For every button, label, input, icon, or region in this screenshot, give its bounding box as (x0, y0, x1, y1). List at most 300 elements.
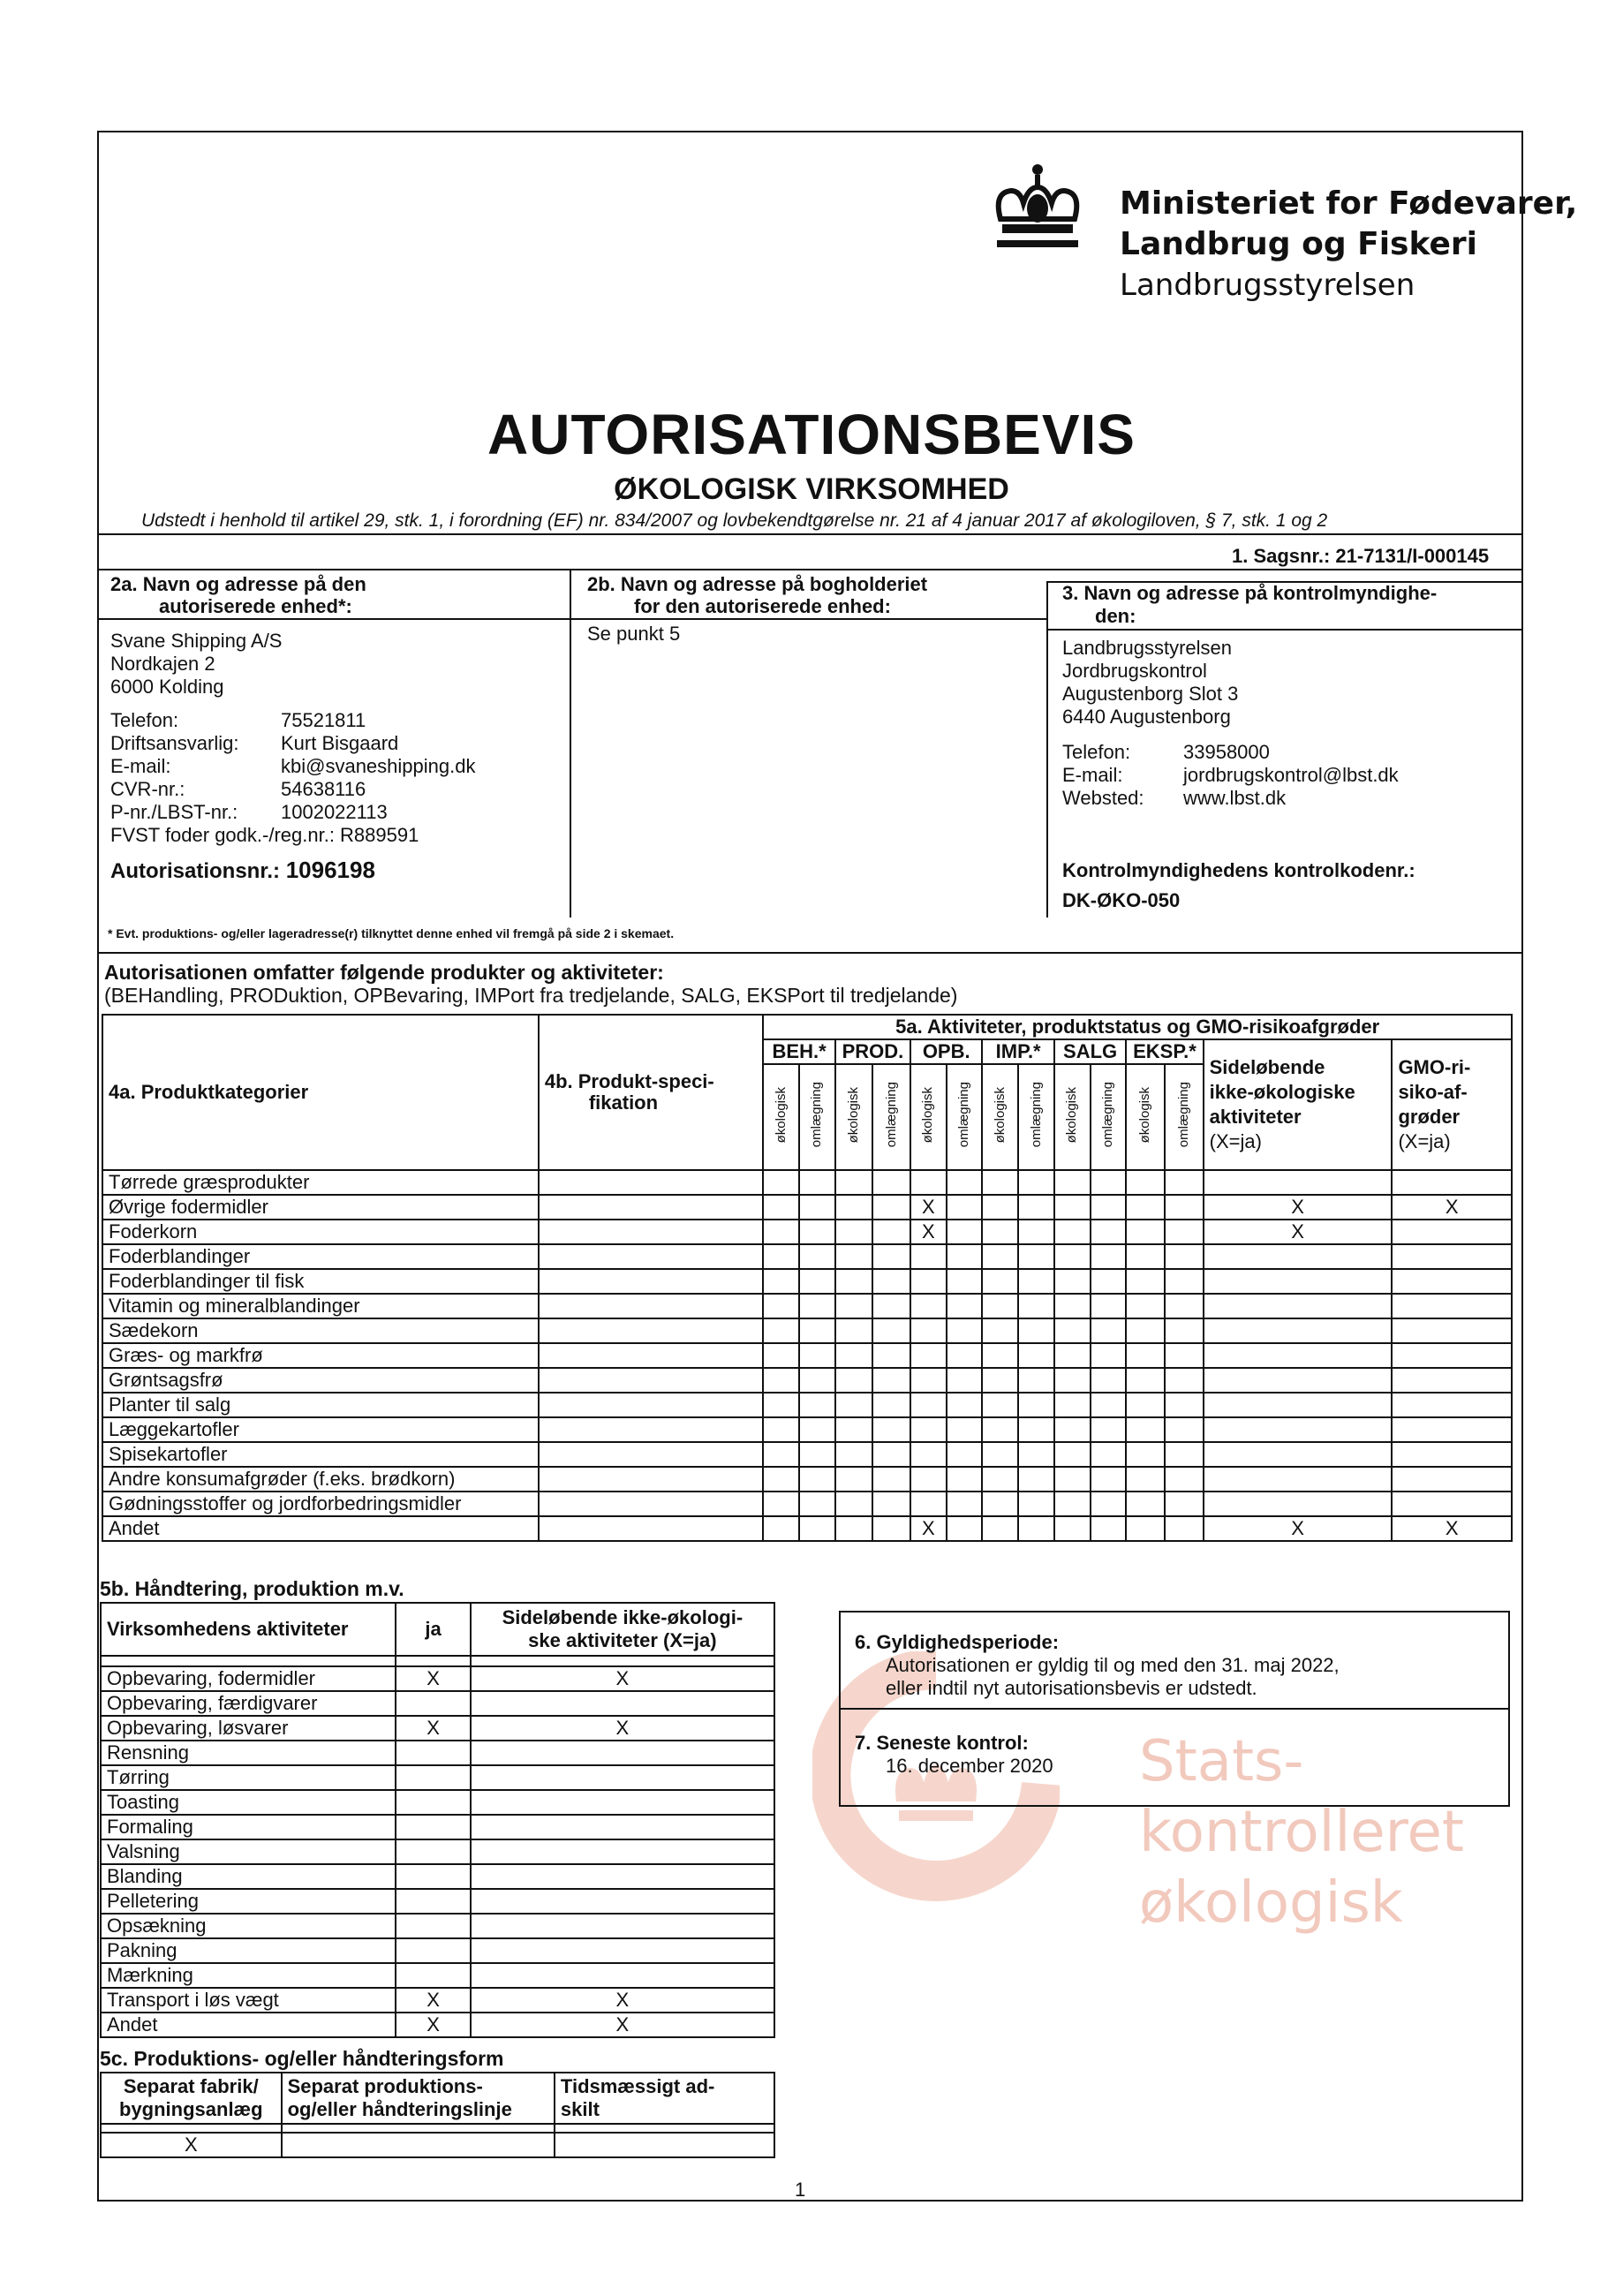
activity-cell (910, 1170, 947, 1195)
activity-label: Pelletering (101, 1889, 396, 1914)
activity-cell (763, 1195, 799, 1220)
activity-cell (1165, 1220, 1204, 1244)
divider (97, 533, 1523, 535)
activity-cell (947, 1244, 983, 1269)
section-5b-heading: 5b. Håndtering, produktion m.v. (100, 1577, 404, 1600)
activity-cell (1126, 1195, 1165, 1220)
activity-cell (1018, 1220, 1054, 1244)
col-gmo-header (1392, 1039, 1512, 1170)
sub-omlaegning-label: omlægning (1099, 1082, 1115, 1148)
activity-cell (1054, 1417, 1091, 1442)
document-title: AUTORISATIONSBEVIS (487, 403, 1136, 466)
activity-cell (910, 1244, 947, 1269)
activity-label: Tørring (101, 1765, 396, 1790)
sub-omlaegning-label: omlægning (883, 1082, 899, 1148)
ministry-name (1120, 184, 1577, 306)
activity-cell (1091, 1195, 1127, 1220)
validity-line2: eller indtil nyt autorisationsbevis er udstedt. (886, 1677, 1257, 1699)
activity-cell (910, 1492, 947, 1516)
activity-cell (1165, 1442, 1204, 1467)
sidelobende-cell: X (471, 2013, 774, 2037)
document-subtitle: ØKOLOGISK VIRKSOMHED (614, 472, 1009, 506)
activity-cell (835, 1244, 873, 1269)
table-row (101, 1889, 774, 1914)
activity-label: Opbevaring, fodermidler (101, 1666, 396, 1691)
activity-cell (1054, 1195, 1091, 1220)
sub-okologisk-label: økologisk (920, 1086, 936, 1144)
authority-phone-label: Telefon: (1062, 741, 1131, 763)
autorisation-label: Autorisationsnr.: (110, 859, 281, 883)
group-opb: OPB. (910, 1039, 982, 1064)
ja-cell: X (396, 2013, 470, 2037)
activity-cell: X (910, 1195, 947, 1220)
activity-cell (872, 1516, 910, 1541)
product-category: Foderblandinger til fisk (102, 1269, 539, 1294)
gmo-cell (1392, 1244, 1512, 1269)
gmo-cell (1392, 1269, 1512, 1294)
activity-cell (763, 1442, 799, 1467)
table-row (101, 2013, 774, 2037)
activity-cell (1126, 1492, 1165, 1516)
activity-cell (982, 1343, 1018, 1368)
table-row (102, 1244, 1512, 1269)
sidelobende-cell: X (471, 1988, 774, 2013)
sagsnr-label: 1. Sagsnr.: (1232, 545, 1331, 567)
activity-cell (1018, 1343, 1054, 1368)
footnote: * Evt. produktions- og/eller lageradresse(r) tilknyttet denne enhed vil fremgå på side 2 i skemaet. (108, 926, 675, 940)
table-row (102, 1343, 1512, 1368)
activity-cell (872, 1170, 910, 1195)
col-gmo-line2: siko-af- (1398, 1081, 1468, 1103)
table-row (102, 1195, 1512, 1220)
table-row (102, 1417, 1512, 1442)
section-2b-heading1: 2b. Navn og adresse på bogholderiet (587, 573, 928, 595)
table-row (101, 1765, 774, 1790)
col-aktiviteter-header: Virksomhedens aktiviteter (101, 1603, 396, 1656)
col-5a-header: 5a. Aktiviteter, produktstatus og GMO-risikoafgrøder (763, 1015, 1512, 1039)
activity-label: Toasting (101, 1790, 396, 1815)
activity-cell (835, 1368, 873, 1393)
company-street: Nordkajen 2 (110, 653, 215, 675)
product-category: Øvrige fodermidler (102, 1195, 539, 1220)
group-prod: PROD. (835, 1039, 910, 1064)
activity-cell (799, 1195, 835, 1220)
activity-cell (1165, 1244, 1204, 1269)
sub-okologisk-label: økologisk (846, 1086, 862, 1144)
sidelobende-cell (1204, 1417, 1393, 1442)
sidelobende-cell (1204, 1393, 1393, 1417)
activity-cell (1091, 1294, 1127, 1318)
product-spec (539, 1195, 764, 1220)
product-category: Foderblandinger (102, 1244, 539, 1269)
activity-cell (872, 1442, 910, 1467)
product-spec (539, 1368, 764, 1393)
sidelobende-cell (471, 1741, 774, 1765)
page-number: 1 (795, 2179, 806, 2201)
activity-cell (1091, 1170, 1127, 1195)
sub-okologisk (1054, 1064, 1091, 1170)
sidelobende-cell: X (471, 1666, 774, 1691)
kontrolkode-label: Kontrolmyndighedens kontrolkodenr.: (1062, 859, 1415, 881)
activity-cell (835, 1393, 873, 1417)
activity-cell (910, 1417, 947, 1442)
activity-cell (1165, 1318, 1204, 1343)
activity-cell (799, 1417, 835, 1442)
activity-cell (1018, 1368, 1054, 1393)
sub-okologisk (910, 1064, 947, 1170)
sub-omlaegning-label: omlægning (809, 1082, 825, 1148)
authority-email-label: E-mail: (1062, 764, 1123, 786)
activity-label: Opsækning (101, 1914, 396, 1938)
gmo-cell (1392, 1492, 1512, 1516)
product-table (102, 1014, 1513, 1542)
group-beh: BEH.* (763, 1039, 834, 1064)
sidelobende-cell (1204, 1294, 1393, 1318)
product-spec (539, 1417, 764, 1442)
col-side-line4: (X=ja) (1209, 1130, 1262, 1152)
product-spec (539, 1393, 764, 1417)
activity-cell: X (910, 1220, 947, 1244)
table-row (101, 1914, 774, 1938)
activity-cell (872, 1318, 910, 1343)
pnr-value: 1002022113 (281, 801, 388, 823)
crown-logo-icon (985, 157, 1091, 263)
gmo-cell (1392, 1294, 1512, 1318)
activity-cell (982, 1442, 1018, 1467)
autorisation-number (110, 858, 375, 883)
product-spec (539, 1244, 764, 1269)
col-separat-linje (282, 2073, 555, 2124)
activity-cell (835, 1170, 873, 1195)
section-2a-heading2: autoriserede enhed*: (159, 595, 352, 617)
activity-cell (835, 1220, 873, 1244)
ja-cell (396, 1741, 470, 1765)
activity-cell (910, 1294, 947, 1318)
activity-cell (982, 1195, 1018, 1220)
activity-cell (947, 1343, 983, 1368)
pnr-label: P-nr./LBST-nr.: (110, 801, 238, 823)
product-category: Tørrede græsprodukter (102, 1170, 539, 1195)
activity-cell (1091, 1442, 1127, 1467)
activity-cell (799, 1393, 835, 1417)
sidelobende-cell (471, 1864, 774, 1889)
product-category: Grøntsagsfrø (102, 1368, 539, 1393)
product-category: Foderkorn (102, 1220, 539, 1244)
col-separat-linje-line1: Separat produktions- (287, 2075, 483, 2097)
activity-cell (1054, 1220, 1091, 1244)
gmo-cell (1392, 1417, 1512, 1442)
activity-cell (872, 1492, 910, 1516)
product-category: Andre konsumafgrøder (f.eks. brødkorn) (102, 1467, 539, 1492)
sub-omlaegning (872, 1064, 910, 1170)
col-side-header (471, 1603, 774, 1656)
activity-cell (872, 1269, 910, 1294)
activity-label: Formaling (101, 1815, 396, 1839)
activity-cell (1165, 1195, 1204, 1220)
autorisation-value: 1096198 (285, 857, 375, 883)
sidelobende-cell (1204, 1368, 1393, 1393)
sub-omlaegning-label: omlægning (1028, 1082, 1044, 1148)
activity-cell (1018, 1492, 1054, 1516)
activity-cell (1054, 1343, 1091, 1368)
authority-line1: Landbrugsstyrelsen (1062, 637, 1233, 659)
activity-cell (1018, 1393, 1054, 1417)
kontrolkode-value: DK-ØKO-050 (1062, 889, 1181, 911)
activity-cell (799, 1170, 835, 1195)
activity-cell (1018, 1467, 1054, 1492)
ja-cell (396, 1839, 470, 1864)
col-tidsmaessigt-line1: Tidsmæssigt ad- (560, 2075, 715, 2097)
activity-label: Pakning (101, 1938, 396, 1963)
activity-cell (799, 1442, 835, 1467)
activity-cell (1091, 1269, 1127, 1294)
sidelobende-cell (1204, 1244, 1393, 1269)
activity-cell (1054, 1467, 1091, 1492)
ja-cell (396, 1938, 470, 1963)
activity-cell (1126, 1294, 1165, 1318)
product-rows (102, 1170, 1512, 1541)
activity-cell (910, 1368, 947, 1393)
col-gmo-line3: grøder (1398, 1106, 1461, 1128)
sagsnr-value: 21-7131/I-000145 (1335, 545, 1490, 567)
ministry-line3: Landbrugsstyrelsen (1120, 268, 1415, 303)
divider (97, 952, 1523, 954)
spacer (282, 2124, 555, 2133)
validity-line1: Autorisationen er gyldig til og med den 31. maj 2022, (886, 1654, 1340, 1676)
sidelobende-cell (1204, 1467, 1393, 1492)
activity-cell (982, 1294, 1018, 1318)
value-tidsmaessigt (555, 2133, 774, 2157)
section-2b-heading2: for den autoriserede enhed: (634, 595, 891, 617)
spacer (471, 1656, 774, 1666)
activity-cell (835, 1195, 873, 1220)
activity-cell (872, 1195, 910, 1220)
group-salg: SALG (1054, 1039, 1126, 1064)
activity-cell (1126, 1516, 1165, 1541)
production-form-table (100, 2072, 775, 2158)
activity-cell (799, 1467, 835, 1492)
sidelobende-cell (1204, 1170, 1393, 1195)
activity-cell (1165, 1170, 1204, 1195)
product-spec (539, 1318, 764, 1343)
col-4a-header: 4a. Produktkategorier (102, 1015, 539, 1170)
section-4-activities-legend: (BEHandling, PRODuktion, OPBevaring, IMPort fra tredjelande, SALG, EKSPort til tredjelande) (104, 984, 958, 1007)
activity-cell (982, 1368, 1018, 1393)
authority-web-value: www.lbst.dk (1183, 787, 1287, 809)
col-4b-line2: fikation (588, 1091, 659, 1114)
table-row (101, 1790, 774, 1815)
sidelobende-cell (471, 1839, 774, 1864)
activity-cell (872, 1368, 910, 1393)
activity-cell (1091, 1318, 1127, 1343)
divider (570, 569, 571, 918)
activity-cell (872, 1294, 910, 1318)
sidelobende-cell (471, 1765, 774, 1790)
section-6-heading: 6. Gyldighedsperiode: (855, 1631, 1060, 1653)
activity-cell (1165, 1393, 1204, 1417)
col-tidsmaessigt-line2: skilt (560, 2098, 600, 2120)
section-2b-value: Se punkt 5 (587, 623, 681, 645)
spacer (555, 2124, 774, 2133)
activity-cell (1091, 1368, 1127, 1393)
activity-cell (1018, 1294, 1054, 1318)
table-row (101, 1963, 774, 1988)
activity-cell (835, 1467, 873, 1492)
section-5c-heading: 5c. Produktions- og/eller håndteringsform (100, 2047, 504, 2070)
company-name: Svane Shipping A/S (110, 630, 283, 652)
ja-cell: X (396, 1988, 470, 2013)
sub-okologisk-label: økologisk (773, 1086, 789, 1144)
activity-cell (1165, 1417, 1204, 1442)
activity-cell (763, 1244, 799, 1269)
product-spec (539, 1269, 764, 1294)
ja-cell (396, 1963, 470, 1988)
activity-cell (1126, 1318, 1165, 1343)
table-row (102, 1170, 1512, 1195)
gmo-cell (1392, 1467, 1512, 1492)
table-row (101, 1864, 774, 1889)
activity-cell (799, 1343, 835, 1368)
product-spec (539, 1492, 764, 1516)
activity-cell (910, 1343, 947, 1368)
sidelobende-cell (471, 1790, 774, 1815)
product-spec (539, 1294, 764, 1318)
activity-label: Valsning (101, 1839, 396, 1864)
activity-cell (1054, 1393, 1091, 1417)
sidelobende-cell (471, 1963, 774, 1988)
activity-cell (1054, 1492, 1091, 1516)
col-separat-fabrik-line2: bygningsanlæg (119, 2098, 263, 2120)
sidelobende-cell (471, 1889, 774, 1914)
activity-cell (1126, 1220, 1165, 1244)
activity-cell (1054, 1269, 1091, 1294)
activity-cell (982, 1244, 1018, 1269)
legal-basis: Udstedt i henhold til artikel 29, stk. 1, i forordning (EF) nr. 834/2007 og lovbekendtgørelse nr. 21 af 4 januar 2017 af økologiloven, § 7, stk. 1 og 2 (141, 510, 1328, 531)
ja-cell (396, 1765, 470, 1790)
activity-label: Rensning (101, 1741, 396, 1765)
activity-cell (947, 1368, 983, 1393)
sub-okologisk (982, 1064, 1018, 1170)
activity-cell (763, 1294, 799, 1318)
sub-omlaegning-label: omlægning (956, 1082, 972, 1148)
driftsansvarlig-value: Kurt Bisgaard (281, 732, 399, 754)
activity-cell (1091, 1220, 1127, 1244)
sub-okologisk-label: økologisk (992, 1086, 1008, 1144)
activity-cell (982, 1417, 1018, 1442)
activity-cell (947, 1170, 983, 1195)
activity-cell (1018, 1269, 1054, 1294)
activity-cell (1018, 1442, 1054, 1467)
gmo-cell (1392, 1442, 1512, 1467)
activity-cell (763, 1318, 799, 1343)
activity-cell (910, 1393, 947, 1417)
table-row (101, 1741, 774, 1765)
activity-cell (1126, 1343, 1165, 1368)
col-side-line2: ikke-økologiske (1209, 1081, 1355, 1103)
col-side-5b-line2: ske aktiviteter (X=ja) (528, 1629, 717, 1651)
product-spec (539, 1442, 764, 1467)
handling-rows (101, 1666, 774, 2037)
phone-label: Telefon: (110, 709, 179, 731)
activity-cell (1126, 1170, 1165, 1195)
activity-cell (947, 1294, 983, 1318)
activity-cell (872, 1417, 910, 1442)
activity-cell (1054, 1368, 1091, 1393)
table-row (101, 1666, 774, 1691)
sidelobende-cell (1204, 1442, 1393, 1467)
activity-cell (1054, 1170, 1091, 1195)
gmo-cell: X (1392, 1516, 1512, 1541)
divider (97, 618, 570, 620)
activity-cell (1126, 1442, 1165, 1467)
col-side-line1: Sideløbende (1209, 1056, 1325, 1078)
gmo-cell: X (1392, 1195, 1512, 1220)
activity-cell (763, 1417, 799, 1442)
table-row (102, 1318, 1512, 1343)
activity-cell (835, 1343, 873, 1368)
col-side-5b-line1: Sideløbende ikke-økologi- (502, 1606, 744, 1628)
gmo-cell (1392, 1220, 1512, 1244)
activity-cell (872, 1343, 910, 1368)
gmo-cell (1392, 1343, 1512, 1368)
sub-okologisk (835, 1064, 873, 1170)
activity-cell (799, 1368, 835, 1393)
gmo-cell (1392, 1368, 1512, 1393)
activity-cell (947, 1442, 983, 1467)
col-gmo-line1: GMO-ri- (1398, 1056, 1471, 1078)
ja-cell (396, 1790, 470, 1815)
divider (1046, 581, 1048, 918)
activity-cell (1054, 1318, 1091, 1343)
activity-cell (835, 1294, 873, 1318)
table-row (101, 1691, 774, 1716)
activity-cell (1165, 1343, 1204, 1368)
product-category: Sædekorn (102, 1318, 539, 1343)
activity-cell (1091, 1244, 1127, 1269)
activity-cell (1091, 1393, 1127, 1417)
activity-cell (763, 1220, 799, 1244)
fvst-number: FVST foder godk.-/reg.nr.: R889591 (110, 824, 419, 846)
authority-email-value: jordbrugskontrol@lbst.dk (1183, 764, 1399, 786)
activity-label: Blanding (101, 1864, 396, 1889)
ja-cell: X (396, 1666, 470, 1691)
sub-okologisk (763, 1064, 799, 1170)
phone-value: 75521811 (281, 709, 366, 731)
activity-cell (947, 1220, 983, 1244)
product-spec (539, 1343, 764, 1368)
activity-cell (763, 1467, 799, 1492)
activity-cell (1126, 1393, 1165, 1417)
activity-cell (982, 1393, 1018, 1417)
product-category: Andet (102, 1516, 539, 1541)
sub-omlaegning (947, 1064, 983, 1170)
table-row (101, 1815, 774, 1839)
handling-table (100, 1602, 775, 2038)
activity-cell (1054, 1244, 1091, 1269)
value-separat-linje (282, 2133, 555, 2157)
activity-cell (799, 1269, 835, 1294)
activity-cell (763, 1368, 799, 1393)
activity-cell (982, 1516, 1018, 1541)
table-row (102, 1467, 1512, 1492)
watermark-line1: Stats- (1139, 1729, 1304, 1794)
activity-cell (799, 1492, 835, 1516)
table-row (101, 1716, 774, 1741)
activity-cell (1054, 1442, 1091, 1467)
activity-cell (1126, 1244, 1165, 1269)
activity-cell (1018, 1244, 1054, 1269)
activity-label: Mærkning (101, 1963, 396, 1988)
